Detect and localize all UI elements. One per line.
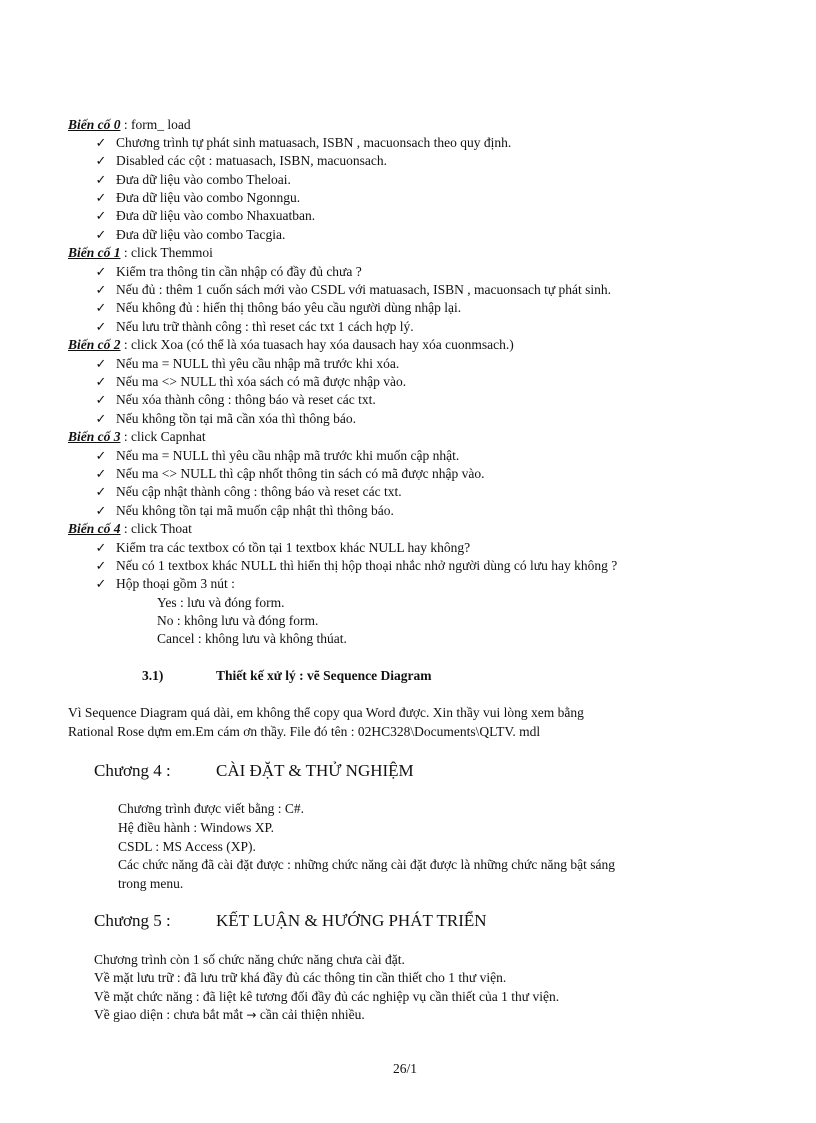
note-line-1: Vì Sequence Diagram quá dài, em không thể copy qua Word được. Xin thầy vui lòng xem bằng (68, 705, 584, 720)
chapter-5-label: Chương 5 : (94, 911, 171, 930)
event-3-heading (68, 428, 206, 446)
check-icon: ✓ (95, 448, 107, 463)
list-item (94, 226, 285, 244)
list-item-text: Kiểm tra thông tin cần nhập có đầy đủ chưa ? (116, 264, 362, 279)
list-item-text: Hộp thoại gồm 3 nút : (116, 576, 235, 591)
check-icon: ✓ (95, 153, 107, 168)
check-icon: ✓ (95, 300, 107, 315)
list-item-text: Nếu ma = NULL thì yêu cầu nhập mã trước khi muốn cập nhật. (116, 448, 460, 463)
dialog-option-yes: Yes : lưu và đóng form. (157, 595, 285, 610)
check-icon: ✓ (95, 190, 107, 205)
check-icon: ✓ (95, 411, 107, 426)
list-item (94, 483, 402, 501)
chapter-4-line: Các chức năng đã cài đặt được : những chức năng cài đặt được là những chức năng bật sáng (118, 857, 615, 872)
check-icon: ✓ (95, 503, 107, 518)
list-item (94, 502, 394, 520)
check-icon: ✓ (95, 135, 107, 150)
list-item-text: Nếu không tồn tại mã muốn cập nhật thì thông báo. (116, 503, 394, 518)
list-item (94, 410, 356, 428)
list-item-text: Đưa dữ liệu vào combo Nhaxuatban. (116, 208, 316, 223)
list-item-text: Đưa dữ liệu vào combo Ngonngu. (116, 190, 301, 205)
check-icon: ✓ (95, 374, 107, 389)
list-item-text: Nếu ma = NULL thì yêu cầu nhập mã trước khi xóa. (116, 356, 400, 371)
event-2-desc: : click Xoa (có thể là xóa tuasach hay xóa dausach hay xóa cuonmsach.) (120, 337, 514, 352)
list-item (94, 557, 617, 575)
list-item-text: Đưa dữ liệu vào combo Tacgia. (116, 227, 286, 242)
list-item-text: Nếu lưu trữ thành công : thì reset các txt 1 cách hợp lý. (116, 319, 414, 334)
right-arrow-icon: → (246, 1008, 257, 1022)
list-item (94, 447, 459, 465)
list-item-text: Nếu đủ : thêm 1 cuốn sách mới vào CSDL với matuasach, ISBN , macuonsach tự phát sinh. (116, 282, 612, 297)
check-icon: ✓ (95, 484, 107, 499)
list-item-text: Nếu ma <> NULL thì cập nhốt thông tin sách có mã được nhập vào. (116, 466, 485, 481)
chapter-5-line-text: Về giao diện : chưa bắt mắt (94, 1007, 247, 1022)
list-item (94, 281, 611, 299)
list-item (94, 355, 399, 373)
event-1-heading (68, 244, 213, 262)
chapter-4-line: Chương trình được viết bằng : C#. (118, 801, 305, 816)
event-3-title: Biến cố 3 (68, 429, 121, 444)
check-icon: ✓ (95, 319, 107, 334)
list-item (94, 318, 414, 336)
list-item (94, 373, 406, 391)
event-4-desc: : click Thoat (120, 521, 192, 536)
list-item-text: Nếu không tồn tại mã cần xóa thì thông báo. (116, 411, 356, 426)
chapter-4-line: CSDL : MS Access (XP). (118, 839, 256, 854)
event-0-heading (68, 116, 191, 134)
list-item-text: Disabled các cột : matuasach, ISBN, macuonsach. (116, 153, 388, 168)
event-0-title: Biến cố 0 (68, 117, 121, 132)
check-icon: ✓ (95, 576, 107, 591)
chapter-5-line-last (94, 1006, 365, 1024)
dialog-option-no: No : không lưu và đóng form. (157, 613, 319, 628)
chapter-5-line: Chương trình còn 1 số chức năng chức năng chưa cài đặt. (94, 952, 405, 967)
check-icon: ✓ (95, 264, 107, 279)
event-1-desc: : click Themmoi (120, 245, 213, 260)
event-4-title: Biến cố 4 (68, 521, 121, 536)
list-item (94, 263, 362, 281)
chapter-4-title: CÀI ĐẶT & THỬ NGHIỆM (216, 761, 414, 780)
list-item-text: Nếu ma <> NULL thì xóa sách có mã được nhập vào. (116, 374, 407, 389)
check-icon: ✓ (95, 356, 107, 371)
check-icon: ✓ (95, 227, 107, 242)
dialog-option-cancel: Cancel : không lưu và không thúat. (157, 631, 347, 646)
check-icon: ✓ (95, 208, 107, 223)
check-icon: ✓ (95, 558, 107, 573)
list-item-text: Nếu không đủ : hiển thị thông báo yêu cầu người dùng nhập lại. (116, 300, 462, 315)
list-item-text: Kiểm tra các textbox có tồn tại 1 textbox khác NULL hay không? (116, 540, 471, 555)
event-1-title: Biến cố 1 (68, 245, 121, 260)
page-number: 26/1 (393, 1061, 418, 1076)
event-0-desc: : form_ load (120, 117, 191, 132)
note-line-2: Rational Rose dựm em.Em cám ơn thầy. File đó tên : 02HC328\Documents\QLTV. mdl (68, 724, 541, 739)
chapter-5-line: Về mặt chức năng : đã liệt kê tương đối đầy đủ các nghiệp vụ cần thiết của 1 thư viện. (94, 989, 560, 1004)
chapter-5-line: Về mặt lưu trữ : đã lưu trữ khá đầy đủ các thông tin cần thiết cho 1 thư viện. (94, 970, 507, 985)
check-icon: ✓ (95, 172, 107, 187)
list-item-text: Chương trình tự phát sinh matuasach, ISBN , macuonsach theo quy định. (116, 135, 512, 150)
list-item (94, 207, 315, 225)
event-4-heading (68, 520, 192, 538)
check-icon: ✓ (95, 466, 107, 481)
list-item (94, 299, 461, 317)
check-icon: ✓ (95, 540, 107, 555)
chapter-4-label: Chương 4 : (94, 761, 171, 780)
list-item (94, 539, 470, 557)
event-2-heading (68, 336, 514, 354)
list-item (94, 134, 511, 152)
list-item-text: Nếu xóa thành công : thông báo và reset các txt. (116, 392, 376, 407)
chapter-4-line: Hệ điều hành : Windows XP. (118, 820, 274, 835)
check-icon: ✓ (95, 392, 107, 407)
list-item (94, 189, 300, 207)
list-item-text: Nếu cập nhật thành công : thông báo và reset các txt. (116, 484, 402, 499)
list-item (94, 575, 235, 593)
chapter-4-line: trong menu. (118, 876, 184, 891)
section-number: 3.1) (142, 668, 164, 683)
check-icon: ✓ (95, 282, 107, 297)
section-title: Thiết kế xử lý : vẽ Sequence Diagram (216, 668, 432, 683)
list-item-text: Nếu có 1 textbox khác NULL thì hiển thị hộp thoại nhắc nhở người dùng có lưu hay không ? (116, 558, 618, 573)
list-item (94, 391, 376, 409)
chapter-5-title: KẾT LUẬN & HƯỚNG PHÁT TRIỂN (216, 911, 487, 930)
event-3-desc: : click Capnhat (120, 429, 206, 444)
chapter-5-line-text: cần cải thiện nhiều. (256, 1007, 365, 1022)
list-item (94, 152, 387, 170)
event-2-title: Biến cố 2 (68, 337, 121, 352)
list-item (94, 171, 291, 189)
list-item (94, 465, 484, 483)
list-item-text: Đưa dữ liệu vào combo Theloai. (116, 172, 291, 187)
